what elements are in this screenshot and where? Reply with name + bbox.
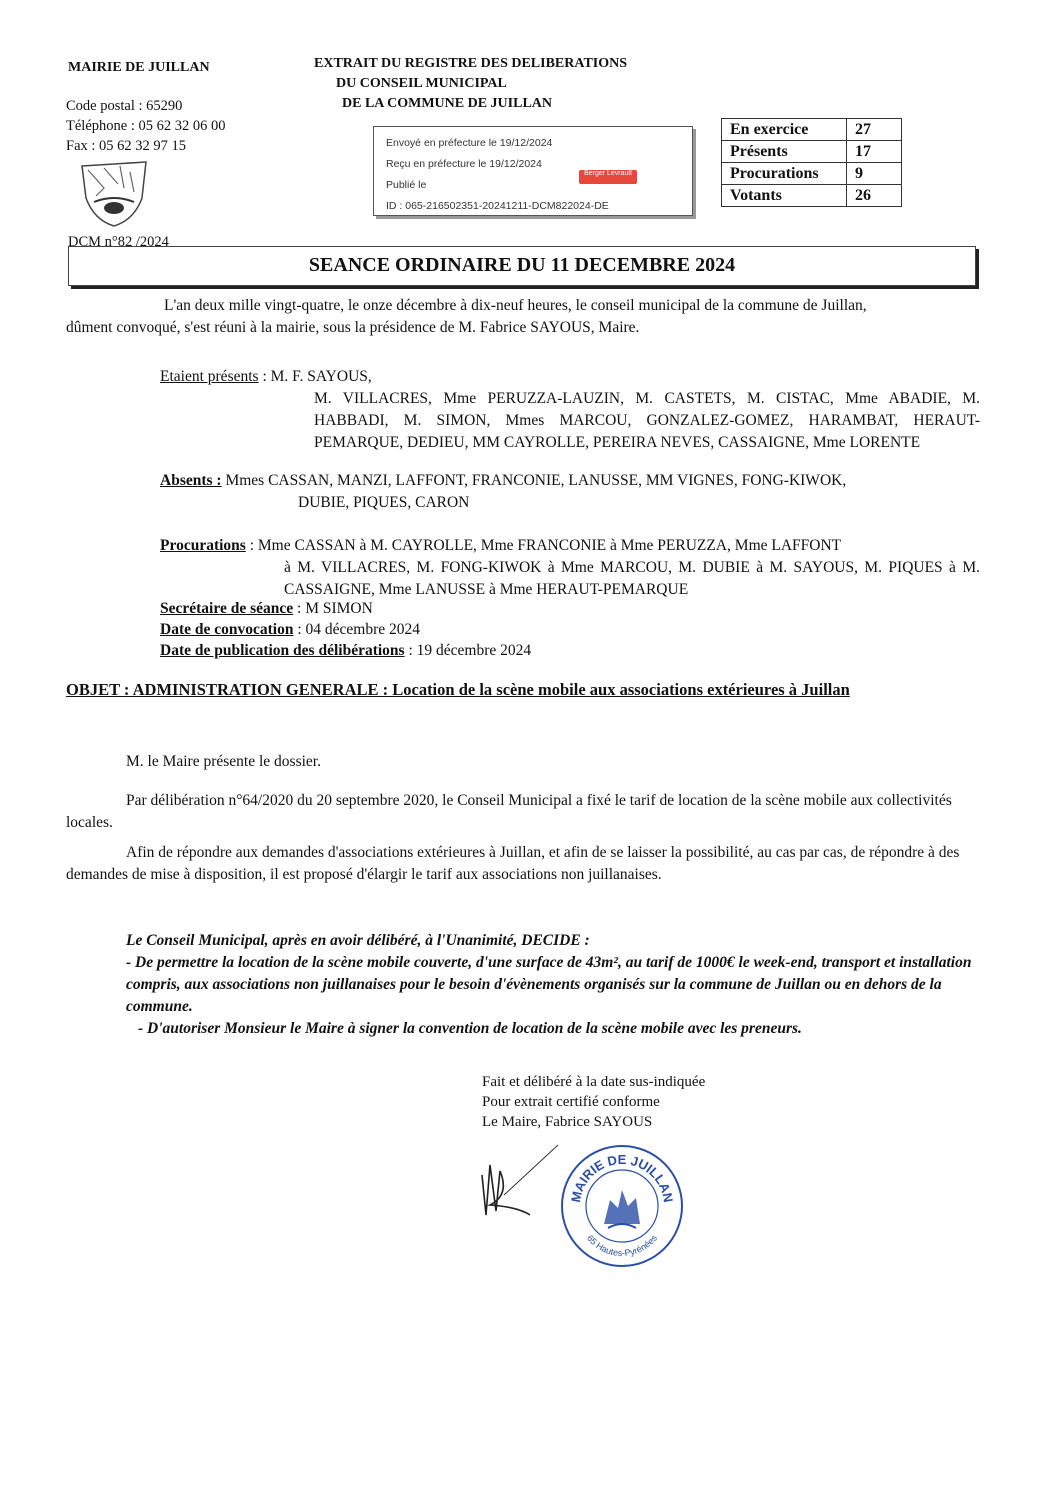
telephone: Téléphone : 05 62 32 06 00: [66, 118, 226, 134]
decision-item: - De permettre la location de la scène mobile couverte, d'une surface de 43m², au tarif de 1000€ le week-end, transport et installation compris, aux associations non juillanaises pour le besoin d'évènements organisés sur la commune de Juillan ou en dehors de la commune.: [126, 954, 972, 1015]
berger-levrault-stamp: Berger Levrault: [579, 170, 637, 184]
decision-block: [66, 930, 978, 1040]
absents-rest: DUBIE, PIQUES, CARON: [298, 494, 470, 511]
secretary: [160, 598, 373, 620]
intro-paragraph: [66, 295, 978, 339]
present-members: [160, 366, 980, 454]
received-date: Reçu en préfecture le 19/12/2024: [386, 158, 542, 170]
registry-line: DE LA COMMUNE DE JUILLAN: [342, 96, 553, 111]
convocation-label: Date de convocation: [160, 621, 294, 638]
count-value: 9: [847, 163, 902, 185]
town-seal-icon: [558, 1142, 686, 1270]
session-title-box: [68, 246, 976, 286]
sent-date: Envoyé en préfecture le 19/12/2024: [386, 137, 553, 149]
seal-bottom-text: 65 Hautes-Pyrénées: [584, 1233, 660, 1259]
presents-label: Etaient présents: [160, 368, 259, 385]
table-row: [722, 185, 902, 207]
signature-line: Le Maire, Fabrice SAYOUS: [482, 1114, 653, 1130]
attendance-table: [721, 118, 902, 207]
secretary-label: Secrétaire de séance: [160, 600, 294, 617]
contact-block: [66, 96, 225, 156]
count-label: Présents: [722, 141, 847, 163]
object-heading: OBJET : ADMINISTRATION GENERALE : Location de la scène mobile aux associations extérieures à Juillan: [66, 680, 850, 699]
registry-heading: [314, 54, 627, 114]
postal-code: Code postal : 65290: [66, 98, 183, 114]
table-row: [722, 119, 902, 141]
prior-deliberation-paragraph: Par délibération n°64/2020 du 20 septembre 2020, le Conseil Municipal a fixé le tarif de location de la scène mobile aux collectivités locales.: [66, 792, 952, 831]
decision-item: - D'autoriser Monsieur le Maire à signer la convention de location de la scène mobile avec les preneurs.: [138, 1020, 802, 1037]
session-title: SEANCE ORDINAIRE DU 11 DECEMBRE 2024: [308, 254, 736, 276]
proxies: [160, 535, 980, 601]
proposal-paragraph: Afin de répondre aux demandes d'associations extérieures à Juillan, et afin de se laisser la possibilité, au cas par cas, de répondre à des demandes de mise à disposition, il est proposé d'élargir le tarif aux associations non juillanaises.: [66, 844, 960, 883]
decision-intro: Le Conseil Municipal, après en avoir délibéré, à l'Unanimité, DECIDE :: [126, 932, 590, 949]
publication-date: [160, 640, 531, 662]
publication-value: : 19 décembre 2024: [404, 642, 532, 659]
absents-first: Mmes CASSAN, MANZI, LAFFONT, FRANCONIE, LANUSSE, MM VIGNES, FONG-KIWOK,: [221, 472, 847, 489]
secretary-value: : M SIMON: [293, 600, 373, 617]
mayor-signature-icon: [460, 1135, 570, 1225]
count-value: 27: [847, 119, 902, 141]
registry-line: DU CONSEIL MUNICIPAL: [336, 76, 507, 91]
count-label: En exercice: [722, 119, 847, 141]
procurations-label: Procurations: [160, 537, 246, 554]
convocation-value: : 04 décembre 2024: [293, 621, 420, 638]
count-value: 17: [847, 141, 902, 163]
svg-text:65 Hautes-Pyrénées: [585, 1233, 659, 1258]
count-label: Procurations: [722, 163, 847, 185]
absents-label: Absents :: [160, 472, 222, 489]
seal-top-text: MAIRIE DE JUILLAN: [567, 1152, 676, 1204]
signature-block: [482, 1072, 705, 1132]
signature-line: Pour extrait certifié conforme: [482, 1094, 660, 1110]
presents-first: : M. F. SAYOUS,: [258, 368, 372, 385]
fax: Fax : 05 62 32 97 15: [66, 138, 187, 154]
prefecture-receipt-box: [373, 126, 693, 216]
registry-line: EXTRAIT DU REGISTRE DES DELIBERATIONS: [314, 56, 628, 71]
act-id: ID : 065-216502351-20241211-DCM822024-DE: [386, 200, 609, 212]
mayor-presents: M. le Maire présente le dossier.: [126, 753, 321, 770]
count-label: Votants: [722, 185, 847, 207]
procurations-first: : Mme CASSAN à M. CAYROLLE, Mme FRANCONIE à Mme PERUZZA, Mme LAFFONT: [245, 537, 842, 554]
commune-logo-icon: [74, 158, 154, 228]
publication-label: Date de publication des délibérations: [160, 642, 405, 659]
absent-members: [160, 470, 980, 514]
table-row: [722, 163, 902, 185]
table-row: [722, 141, 902, 163]
published-label: Publié le: [386, 179, 427, 191]
signature-line: Fait et délibéré à la date sus-indiquée: [482, 1074, 706, 1090]
procurations-rest: à M. VILLACRES, M. FONG-KIWOK à Mme MARCOU, M. DUBIE à M. SAYOUS, M. PIQUES à M. CASSAIGNE, Mme LANUSSE à Mme HERAUT-PEMARQUE: [284, 559, 980, 598]
presents-list-text: M. VILLACRES, Mme PERUZZA-LAUZIN, M. CASTETS, M. CISTAC, Mme ABADIE, M. HABBADI, M. SIMON, Mmes MARCOU, GONZALEZ-GOMEZ, HARAMBAT, HERAUT-PEMARQUE, DEDIEU, MM CAYROLLE, PEREIRA NEVES, CASSAIGNE, Mme LORENTE: [314, 390, 980, 451]
count-value: 26: [847, 185, 902, 207]
intro-line: L'an deux mille vingt-quatre, le onze décembre à dix-neuf heures, le conseil municipal de la commune de Juillan,: [164, 297, 867, 314]
intro-line: dûment convoqué, s'est réuni à la mairie, sous la présidence de M. Fabrice SAYOUS, Maire.: [66, 319, 640, 336]
mairie-heading: MAIRIE DE JUILLAN: [68, 60, 210, 75]
dcm-number: DCM n°82 /2024: [68, 234, 169, 250]
convocation-date: [160, 619, 420, 641]
